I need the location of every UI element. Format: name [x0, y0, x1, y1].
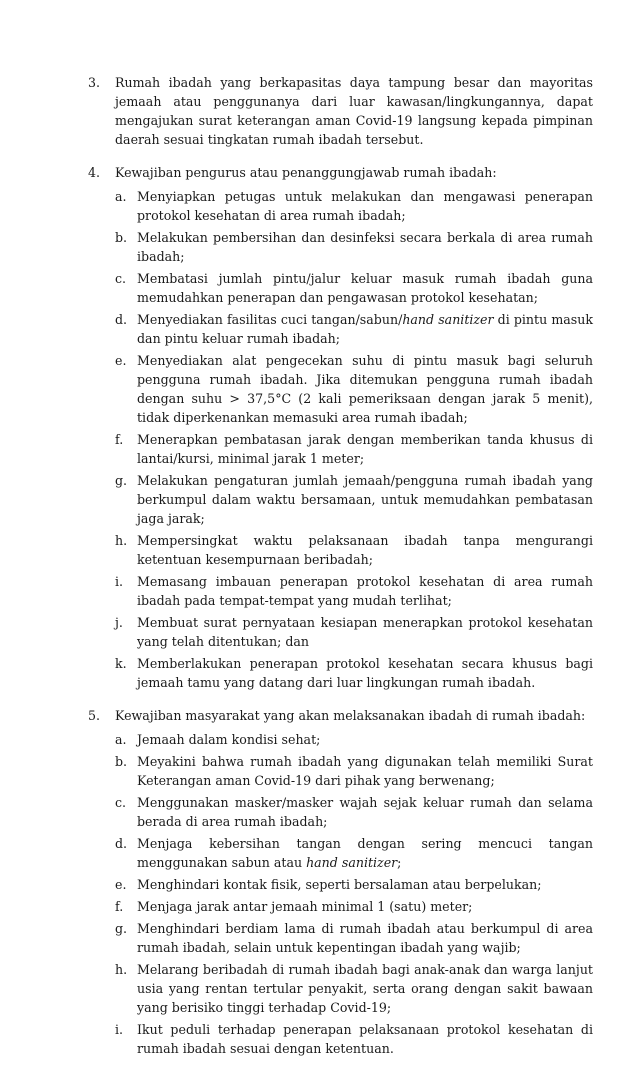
item-text-pre: Menyediakan fasilitas cuci tangan/sabun/: [137, 312, 403, 327]
list-item: [115, 471, 593, 528]
item-text-post: di pintu masuk dan pintu keluar rumah ibadah;: [137, 312, 593, 346]
manager-obligations-list: [115, 187, 593, 692]
item-text: Memberlakukan penerapan protokol kesehatan secara khusus bagi jemaah tamu yang datang dari luar lingkungan rumah ibadah.: [137, 656, 593, 690]
item-text: Menyiapkan petugas untuk melakukan dan mengawasi penerapan protokol kesehatan di area rumah ibadah;: [137, 189, 593, 223]
item-letter: f.: [115, 899, 124, 914]
list-item: [115, 310, 593, 348]
item-letter: g.: [115, 921, 128, 936]
section-number: 3.: [88, 75, 101, 90]
item-letter: d.: [115, 836, 128, 851]
section-text: Rumah ibadah yang berkapasitas daya tampung besar dan mayoritas jemaah atau penggunanya dari luar kawasan/lingkungannya, dapat mengajukan surat keterangan aman Covid-19 langsung kepada pimpinan daerah sesuai tingkatan rumah ibadah tersebut.: [115, 75, 593, 147]
item-text: Membatasi jumlah pintu/jalur keluar masuk rumah ibadah guna memudahkan penerapan dan pengawasan protokol kesehatan;: [137, 271, 593, 305]
list-item: [115, 430, 593, 468]
item-letter: b.: [115, 754, 128, 769]
list-item: [115, 269, 593, 307]
list-item: [115, 793, 593, 831]
guideline-list: [88, 73, 593, 1072]
item-letter: i.: [115, 1022, 124, 1037]
item-letter: c.: [115, 271, 127, 286]
section-number: 5.: [88, 708, 101, 723]
item-letter: i.: [115, 574, 124, 589]
item-text: Ikut peduli terhadap penerapan pelaksanaan protokol kesehatan di rumah ibadah sesuai dengan ketentuan.: [137, 1022, 593, 1056]
item-text-pre: Menjaga kebersihan tangan dengan sering mencuci tangan menggunakan sabun atau: [137, 836, 593, 870]
section-heading: Kewajiban masyarakat yang akan melaksanakan ibadah di rumah ibadah:: [115, 708, 586, 723]
item-letter: e.: [115, 353, 127, 368]
item-text-italic: hand sanitizer: [306, 855, 398, 870]
item-letter: k.: [115, 656, 127, 671]
section-number: 4.: [88, 165, 101, 180]
item-text: Menjaga jarak antar jemaah minimal 1 (satu) meter;: [137, 899, 473, 914]
item-text-italic: hand sanitizer: [402, 312, 494, 327]
item-letter: h.: [115, 962, 128, 977]
item-letter: e.: [115, 877, 127, 892]
item-letter: g.: [115, 473, 128, 488]
item-letter: a.: [115, 732, 127, 747]
item-letter: d.: [115, 312, 128, 327]
item-text: Melakukan pembersihan dan desinfeksi secara berkala di area rumah ibadah;: [137, 230, 593, 264]
list-item: [115, 897, 593, 916]
item-text: Melakukan pengaturan jumlah jemaah/pengguna rumah ibadah yang berkumpul dalam waktu bersamaan, untuk memudahkan pembatasan jaga jarak;: [137, 473, 593, 526]
section-4: [88, 163, 593, 692]
item-text: Membuat surat pernyataan kesiapan menerapkan protokol kesehatan yang telah ditentukan; dan: [137, 615, 593, 649]
item-text: Memasang imbauan penerapan protokol kesehatan di area rumah ibadah pada tempat-tempat yang mudah terlihat;: [137, 574, 593, 608]
section-heading: Kewajiban pengurus atau penanggungjawab rumah ibadah:: [115, 165, 497, 180]
list-item: [115, 960, 593, 1017]
list-item: [115, 613, 593, 651]
item-text: Menghindari kontak fisik, seperti bersalaman atau berpelukan;: [137, 877, 542, 892]
list-item: [115, 187, 593, 225]
list-item: [115, 875, 593, 894]
item-text: Menyediakan alat pengecekan suhu di pintu masuk bagi seluruh pengguna rumah ibadah. Jika ditemukan pengguna rumah ibadah dengan suhu > 37,5°C (2 kali pemeriksaan dengan jarak 5 menit), tidak diperkenankan memasuki area rumah ibadah;: [137, 353, 593, 425]
item-letter: a.: [115, 189, 127, 204]
section-3: [88, 73, 593, 149]
item-text-post: ;: [397, 855, 402, 870]
list-item: [115, 752, 593, 790]
item-text: Melarang beribadah di rumah ibadah bagi anak-anak dan warga lanjut usia yang rentan tertular penyakit, serta orang dengan sakit bawaan yang berisiko tinggi terhadap Covid-19;: [137, 962, 593, 1015]
item-text: Menggunakan masker/masker wajah sejak keluar rumah dan selama berada di area rumah ibadah;: [137, 795, 593, 829]
item-letter: j.: [115, 615, 123, 630]
list-item: [115, 572, 593, 610]
list-item: [115, 730, 593, 749]
item-text: Mempersingkat waktu pelaksanaan ibadah tanpa mengurangi ketentuan kesempurnaan beribadah;: [137, 533, 593, 567]
list-item: [115, 351, 593, 427]
item-letter: f.: [115, 432, 124, 447]
item-letter: c.: [115, 795, 127, 810]
item-text: Menerapkan pembatasan jarak dengan memberikan tanda khusus di lantai/kursi, minimal jarak 1 meter;: [137, 432, 593, 466]
community-obligations-list: [115, 730, 593, 1058]
list-item: [115, 531, 593, 569]
item-letter: h.: [115, 533, 128, 548]
list-item: [115, 228, 593, 266]
item-text: Jemaah dalam kondisi sehat;: [137, 732, 321, 747]
item-text: Meyakini bahwa rumah ibadah yang digunakan telah memiliki Surat Keterangan aman Covid-19 dari pihak yang berwenang;: [137, 754, 593, 788]
item-letter: b.: [115, 230, 128, 245]
list-item: [115, 919, 593, 957]
item-text: Menghindari berdiam lama di rumah ibadah atau berkumpul di area rumah ibadah, selain untuk kepentingan ibadah yang wajib;: [137, 921, 593, 955]
list-item: [115, 834, 593, 872]
list-item: [115, 1020, 593, 1058]
list-item: [115, 654, 593, 692]
section-5: [88, 706, 593, 1058]
